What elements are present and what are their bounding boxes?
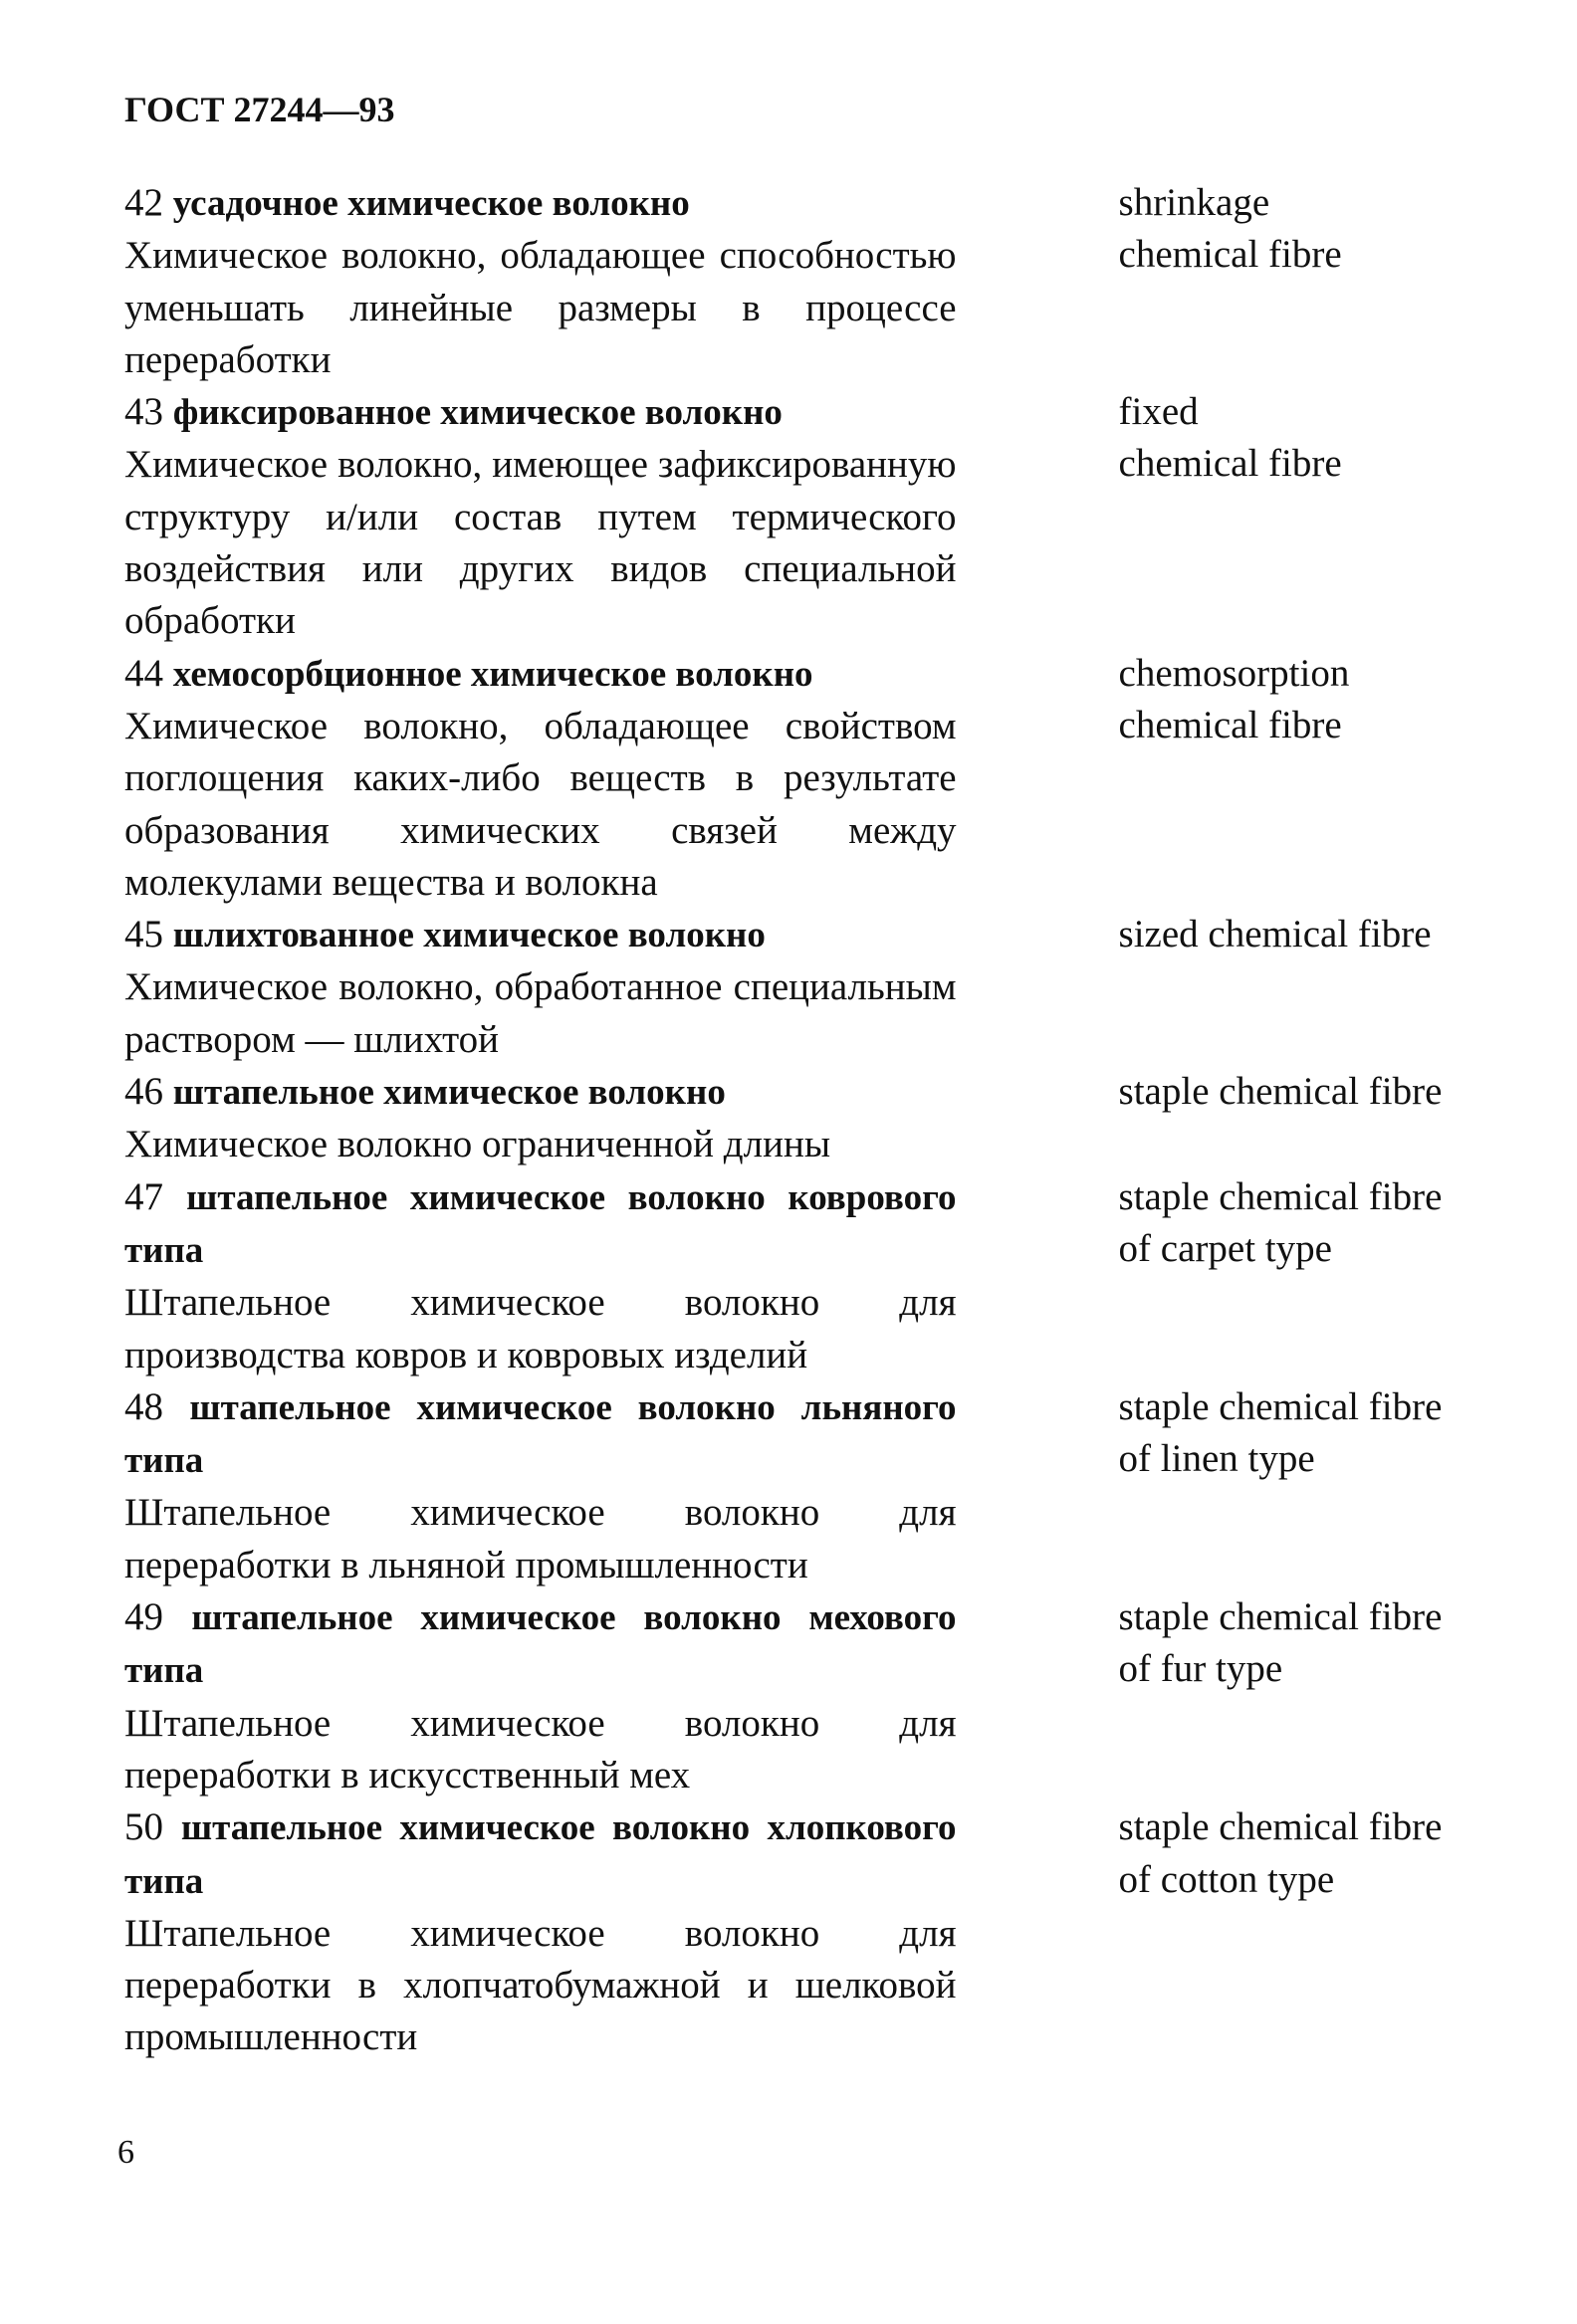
term-number: 45 <box>124 913 163 956</box>
term-name: штапельное химическое волокно хлопкового типа <box>124 1807 957 1902</box>
term-number: 50 <box>124 1805 163 1849</box>
term-number: 47 <box>124 1174 163 1218</box>
term-heading <box>124 1591 957 1698</box>
term-russian-column <box>124 1591 957 1801</box>
term-english: fixed chemical fibre <box>1118 390 1342 486</box>
term-english: staple chemical fibre <box>1118 1070 1443 1114</box>
term-number: 46 <box>124 1070 163 1114</box>
term-name: штапельное химическое волокно <box>172 1072 726 1114</box>
term-number: 43 <box>124 390 163 434</box>
term-russian-column <box>124 909 957 1066</box>
term-heading <box>124 177 957 230</box>
term-english: staple chemical fibre of linen type <box>1118 1384 1443 1481</box>
term-definition: Химическое волокно, имеющее зафиксированную структуру и/или состав путем термического воздействия или других видов специальной обработки <box>124 443 957 643</box>
term-definition: Химическое волокно, обладающее способностью уменьшать линейные размеры в процессе переработки <box>124 234 957 381</box>
term-russian-column <box>124 1171 957 1381</box>
term-english: staple chemical fibre of fur type <box>1118 1595 1443 1691</box>
term-russian-column <box>124 177 957 386</box>
term-definition: Штапельное химическое волокно для переработки в льняной промышленности <box>124 1491 957 1586</box>
term-name: шлихтованное химическое волокно <box>172 915 766 956</box>
term-number: 42 <box>124 181 163 224</box>
term-heading <box>124 1381 957 1488</box>
term-heading <box>124 648 957 701</box>
term-definition: Химическое волокно ограниченной длины <box>124 1123 831 1166</box>
term-name: хемосорбционное химическое волокно <box>172 653 813 695</box>
term-list <box>124 177 1498 2064</box>
term-number: 44 <box>124 651 163 695</box>
term-heading <box>124 909 957 961</box>
term-heading <box>124 386 957 439</box>
term-name: штапельное химическое волокно коврового типа <box>124 1176 957 1271</box>
term-entry <box>124 386 1498 647</box>
term-entry <box>124 177 1498 386</box>
term-entry <box>124 648 1498 909</box>
term-heading <box>124 1801 957 1908</box>
term-definition: Штапельное химическое волокно для производства ковров и ковровых изделий <box>124 1281 957 1376</box>
term-english: sized chemical fibre <box>1118 913 1432 956</box>
term-russian-column <box>124 1801 957 2063</box>
page-number: 6 <box>117 2134 134 2171</box>
term-definition: Штапельное химическое волокно для переработки в искусственный мех <box>124 1701 957 1796</box>
term-entry <box>124 1066 1498 1171</box>
term-russian-column <box>124 648 957 909</box>
term-english: staple chemical fibre of cotton type <box>1118 1805 1443 1901</box>
document-header: ГОСТ 27244—93 <box>124 90 395 129</box>
term-number: 49 <box>124 1595 163 1639</box>
term-name: усадочное химическое волокно <box>172 183 690 224</box>
term-name: фиксированное химическое волокно <box>172 392 783 434</box>
term-definition: Штапельное химическое волокно для переработки в хлопчатобумажной и шелковой промышленности <box>124 1911 957 2059</box>
term-name: штапельное химическое волокно мехового типа <box>124 1597 957 1692</box>
term-definition: Химическое волокно, обладающее свойством поглощения каких-либо веществ в результате образования химических связей между молекулами вещества и волокна <box>124 704 957 904</box>
term-entry <box>124 1591 1498 1801</box>
term-heading <box>124 1066 957 1119</box>
term-russian-column <box>124 1066 957 1171</box>
term-entry <box>124 1381 1498 1591</box>
term-russian-column <box>124 1381 957 1591</box>
term-heading <box>124 1171 957 1278</box>
term-english: chemosorption chemical fibre <box>1118 651 1350 746</box>
term-definition: Химическое волокно, обработанное специальным раствором — шлихтой <box>124 965 957 1061</box>
term-entry <box>124 1801 1498 2063</box>
term-russian-column <box>124 386 957 647</box>
term-entry <box>124 909 1498 1066</box>
term-name: штапельное химическое волокно льняного типа <box>124 1386 957 1482</box>
term-entry <box>124 1171 1498 1381</box>
term-english: staple chemical fibre of carpet type <box>1118 1174 1443 1270</box>
term-english: shrinkage chemical fibre <box>1118 181 1342 277</box>
term-number: 48 <box>124 1384 163 1428</box>
